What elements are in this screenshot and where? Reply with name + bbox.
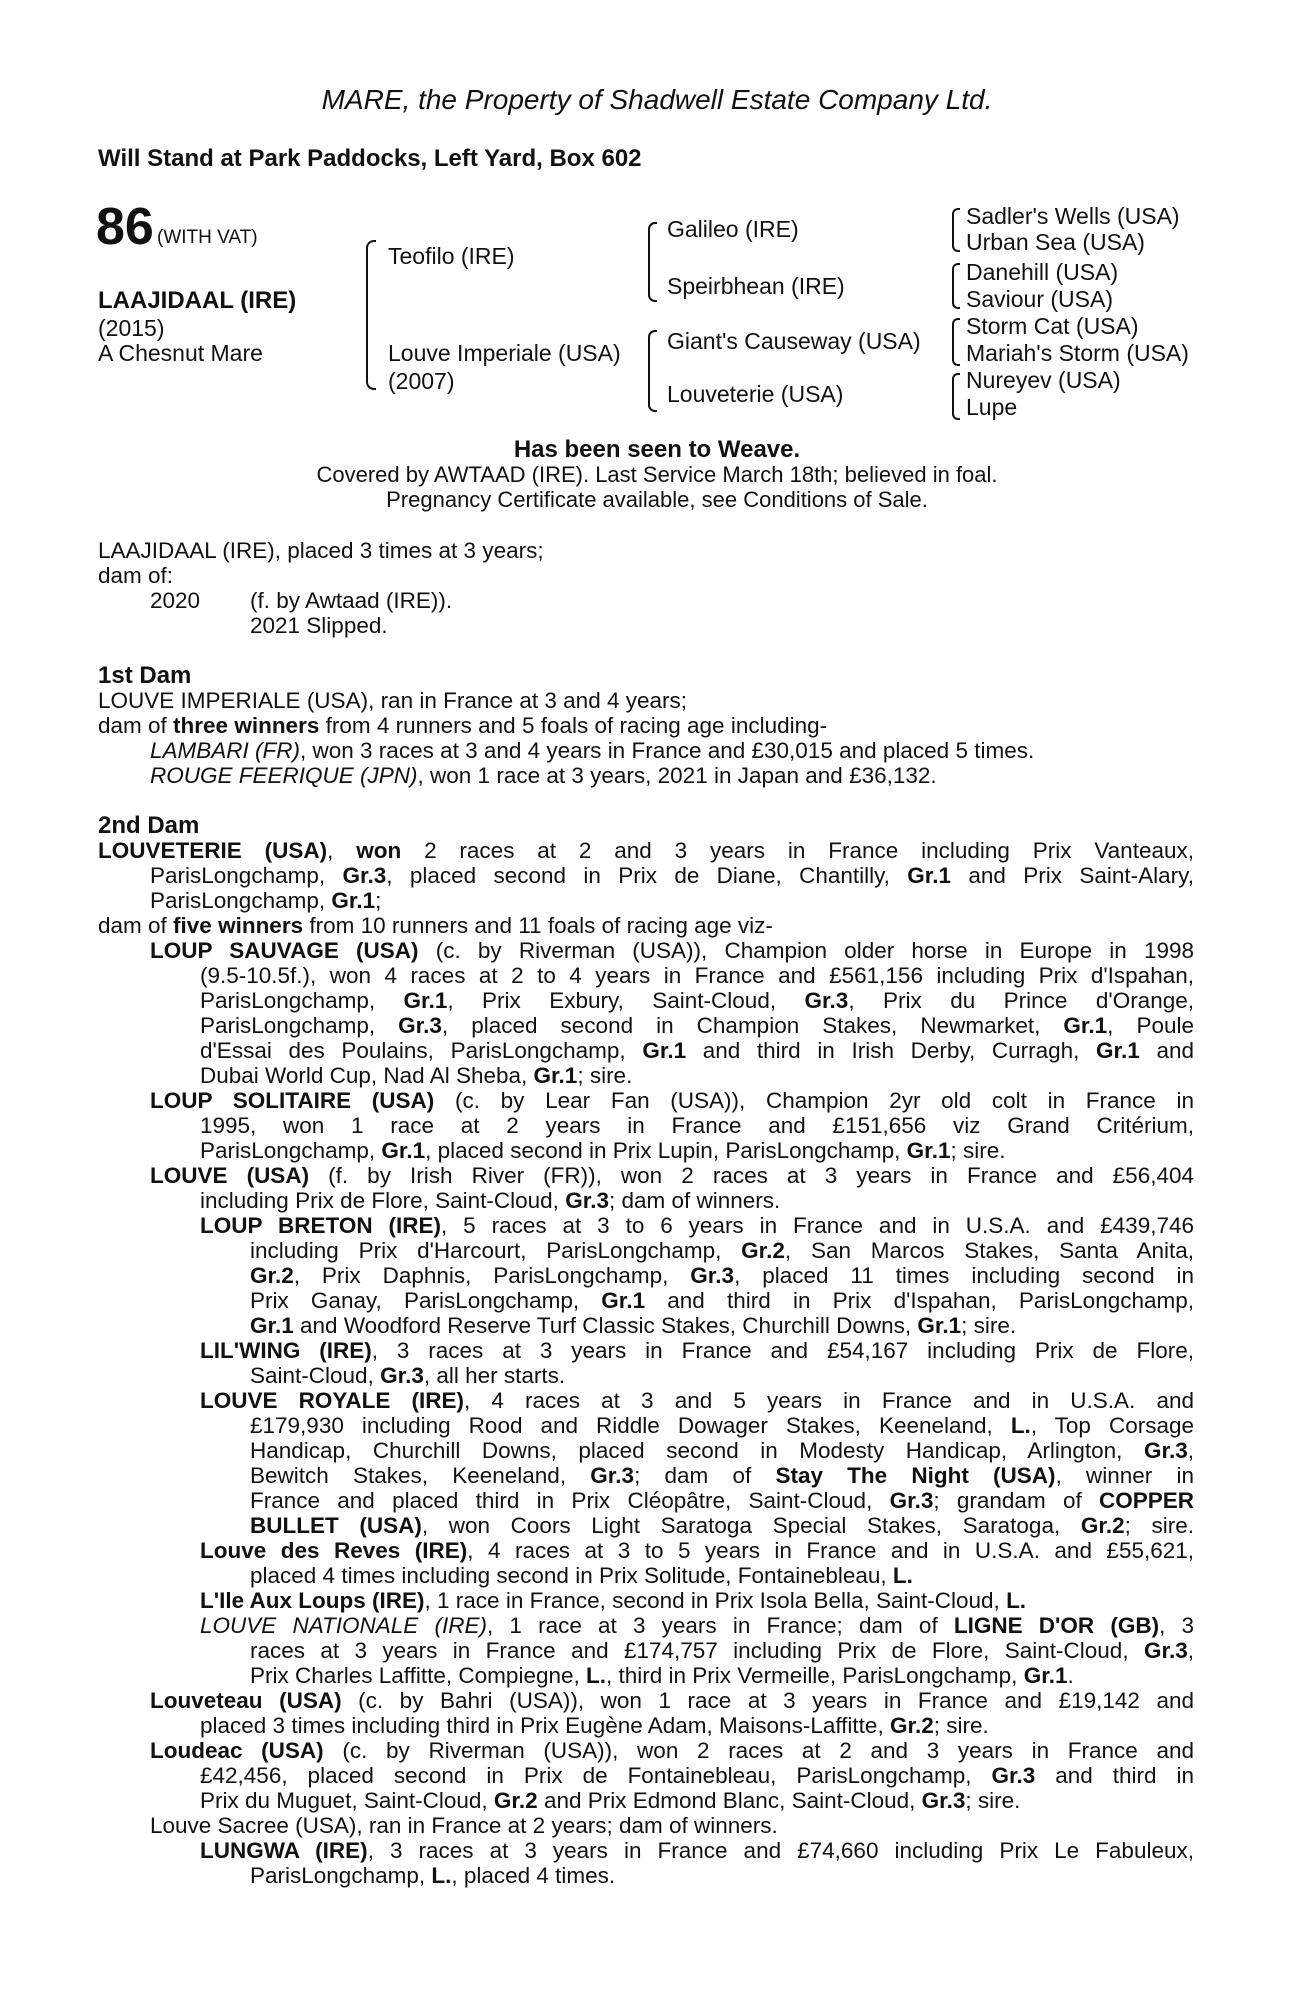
pedigree-dam-year: (2007): [388, 368, 455, 394]
pedigree-brace: [952, 208, 960, 252]
produce-entry: Gr.1 and Woodford Reserve Turf Classic Stakes, Churchill Downs, Gr.1; sire.: [250, 1313, 1017, 1338]
pedigree-sire-dam: Speirbhean (IRE): [667, 273, 845, 299]
produce-entry: ParisLongchamp, L., placed 4 times.: [250, 1863, 616, 1888]
second-dam-line: dam of five winners from 10 runners and 11 foals of racing age viz-: [98, 913, 773, 938]
produce-summary: LAAJIDAAL (IRE), placed 3 times at 3 years;: [98, 538, 544, 563]
produce-entry: BULLET (USA), won Coors Light Saratoga Special Stakes, Saratoga, Gr.2; sire.: [250, 1513, 1194, 1538]
produce-entry: LOUP BRETON (IRE), 5 races at 3 to 6 years in France and in U.S.A. and £439,746: [200, 1213, 1195, 1238]
produce-entry: ParisLongchamp, Gr.1, placed second in Prix Lupin, ParisLongchamp, Gr.1; sire.: [200, 1138, 1006, 1163]
first-dam-line: dam of three winners from 4 runners and 5 foals of racing age including-: [98, 713, 828, 738]
produce-entry: ParisLongchamp, Gr.3, placed second in Champion Stakes, Newmarket, Gr.1, Poule: [200, 1013, 1195, 1038]
lot-number: 86: [96, 198, 154, 256]
horse-description: A Chesnut Mare: [98, 340, 263, 366]
produce-entry: Saint-Cloud, Gr.3, all her starts.: [250, 1363, 566, 1388]
pedigree-brace: [648, 222, 657, 302]
second-dam-line: ParisLongchamp, Gr.3, placed second in Prix de Diane, Chantilly, Gr.1 and Prix Saint-Alary,: [150, 863, 1194, 888]
produce-entry: Prix Charles Laffitte, Compiegne, L., third in Prix Vermeille, ParisLongchamp, Gr.1.: [250, 1663, 1074, 1688]
first-dam-heading: 1st Dam: [98, 662, 192, 689]
produce-entry: L'Ile Aux Loups (IRE), 1 race in France, second in Prix Isola Bella, Saint-Cloud, L.: [200, 1588, 1027, 1613]
produce-entry: LOUVE (USA) (f. by Irish River (FR)), won 2 races at 3 years in France and £56,404: [150, 1163, 1194, 1188]
produce-entry: 1995, won 1 race at 2 years in France and £151,656 viz Grand Critérium,: [200, 1113, 1194, 1138]
stand-location: Will Stand at Park Paddocks, Left Yard, Box 602: [98, 145, 642, 172]
produce-entry: France and placed third in Prix Cléopâtre, Saint-Cloud, Gr.3; grandam of COPPER: [250, 1488, 1194, 1513]
produce-entry: Loudeac (USA) (c. by Riverman (USA)), won 2 races at 2 and 3 years in France and: [150, 1738, 1195, 1763]
produce-entry: Dubai World Cup, Nad Al Sheba, Gr.1; sire.: [200, 1063, 633, 1088]
pedigree-brace: [952, 263, 960, 309]
pedigree-g7: Nureyev (USA): [966, 367, 1121, 393]
produce-entry: including Prix d'Harcourt, ParisLongchamp, Gr.2, San Marcos Stakes, Santa Anita,: [250, 1238, 1194, 1263]
produce-slipped: 2021 Slipped.: [250, 613, 388, 638]
produce-entry: Bewitch Stakes, Keeneland, Gr.3; dam of Stay The Night (USA), winner in: [250, 1463, 1195, 1488]
pedigree-dam: Louve Imperiale (USA): [388, 340, 621, 366]
pedigree-brace: [366, 240, 376, 390]
pedigree-g5: Storm Cat (USA): [966, 313, 1139, 339]
produce-entry: LOUP SAUVAGE (USA) (c. by Riverman (USA)), Champion older horse in Europe in 1998: [150, 938, 1195, 963]
horse-name: LAAJIDAAL (IRE): [98, 287, 297, 314]
produce-entry: d'Essai des Poulains, ParisLongchamp, Gr.1 and third in Irish Derby, Curragh, Gr.1 and: [200, 1038, 1194, 1063]
pedigree-g8: Lupe: [966, 394, 1018, 420]
pedigree-dam-sire: Giant's Causeway (USA): [667, 328, 921, 354]
second-dam-line: LOUVETERIE (USA), won 2 races at 2 and 3 years in France including Prix Vanteaux,: [98, 838, 1194, 863]
pedigree-brace: [952, 373, 960, 420]
pedigree-g2: Urban Sea (USA): [966, 229, 1145, 255]
produce-dam-of: dam of:: [98, 563, 174, 588]
pedigree-g1: Sadler's Wells (USA): [966, 203, 1180, 229]
produce-year: 2020: [150, 588, 201, 613]
pedigree-dam-dam: Louveterie (USA): [667, 381, 844, 407]
produce-entry: Handicap, Churchill Downs, placed second in Modesty Handicap, Arlington, Gr.3,: [250, 1438, 1194, 1463]
pedigree-sire: Teofilo (IRE): [388, 243, 515, 269]
produce-entry: races at 3 years in France and £174,757 including Prix de Flore, Saint-Cloud, Gr.3,: [250, 1638, 1194, 1663]
produce-entry: LOUVE ROYALE (IRE), 4 races at 3 and 5 years in France and in U.S.A. and: [200, 1388, 1194, 1413]
vice-note: Has been seen to Weave.: [513, 436, 801, 463]
produce-entry: LIL'WING (IRE), 3 races at 3 years in France and £54,167 including Prix de Flore,: [200, 1338, 1194, 1363]
produce-entry: Louveteau (USA) (c. by Bahri (USA)), won 1 race at 3 years in France and £19,142 and: [150, 1688, 1194, 1713]
produce-entry: £42,456, placed second in Prix de Fontainebleau, ParisLongchamp, Gr.3 and third in: [200, 1763, 1195, 1788]
produce-entry: placed 4 times including second in Prix Solitude, Fontainebleau, L.: [250, 1563, 913, 1588]
foaling-year: (2015): [98, 315, 165, 341]
produce-entry: LOUVE NATIONALE (IRE), 1 race at 3 years in France; dam of LIGNE D'OR (GB), 3: [200, 1613, 1194, 1638]
produce-entry: ParisLongchamp, Gr.1, Prix Exbury, Saint-Cloud, Gr.3, Prix du Prince d'Orange,: [200, 988, 1194, 1013]
produce-entry: LUNGWA (IRE), 3 races at 3 years in France and £74,660 including Prix Le Fabuleux,: [200, 1838, 1194, 1863]
produce-entry: Louve des Reves (IRE), 4 races at 3 to 5 years in France and in U.S.A. and £55,621,: [200, 1538, 1195, 1563]
produce-entry: placed 3 times including third in Prix Eugène Adam, Maisons-Laffitte, Gr.2; sire.: [200, 1713, 989, 1738]
second-dam-heading: 2nd Dam: [98, 812, 200, 839]
vat-note: (WITH VAT): [157, 227, 258, 248]
produce-entry: Louve Sacree (USA), ran in France at 2 years; dam of winners.: [150, 1813, 778, 1838]
pedigree-g4: Saviour (USA): [966, 286, 1113, 312]
second-dam-line: ParisLongchamp, Gr.1;: [150, 888, 382, 913]
produce-entry: including Prix de Flore, Saint-Cloud, Gr.3; dam of winners.: [200, 1188, 781, 1213]
pedigree-brace: [648, 330, 657, 412]
first-dam-produce: ROUGE FEERIQUE (JPN), won 1 race at 3 years, 2021 in Japan and £36,132.: [150, 763, 937, 788]
produce-entry: £179,930 including Rood and Riddle Dowager Stakes, Keeneland, L., Top Corsage: [250, 1413, 1195, 1438]
first-dam-line: LOUVE IMPERIALE (USA), ran in France at 3 and 4 years;: [98, 688, 687, 713]
pedigree-sire-sire: Galileo (IRE): [667, 216, 799, 242]
produce-entry: (9.5-10.5f.), won 4 races at 2 to 4 years in France and £561,156 including Prix d'Ispahan,: [200, 963, 1194, 988]
produce-entry: Gr.2, Prix Daphnis, ParisLongchamp, Gr.3, placed 11 times including second in: [250, 1263, 1194, 1288]
produce-entry: Prix du Muguet, Saint-Cloud, Gr.2 and Prix Edmond Blanc, Saint-Cloud, Gr.3; sire.: [200, 1788, 1021, 1813]
pregnancy-note: Pregnancy Certificate available, see Conditions of Sale.: [386, 487, 928, 512]
produce-entry: LOUP SOLITAIRE (USA) (c. by Lear Fan (USA)), Champion 2yr old colt in France in: [150, 1088, 1194, 1113]
catalogue-title: MARE, the Property of Shadwell Estate Company Ltd.: [321, 84, 993, 115]
first-dam-produce: LAMBARI (FR), won 3 races at 3 and 4 years in France and £30,015 and placed 5 times.: [150, 738, 1035, 763]
covering-note: Covered by AWTAAD (IRE). Last Service March 18th; believed in foal.: [316, 462, 998, 487]
pedigree-g3: Danehill (USA): [966, 259, 1119, 285]
produce-entry: Prix Ganay, ParisLongchamp, Gr.1 and third in Prix d'Ispahan, ParisLongchamp,: [250, 1288, 1194, 1313]
produce-foal: (f. by Awtaad (IRE)).: [250, 588, 453, 613]
pedigree-brace: [952, 318, 960, 366]
pedigree-g6: Mariah's Storm (USA): [966, 340, 1189, 366]
